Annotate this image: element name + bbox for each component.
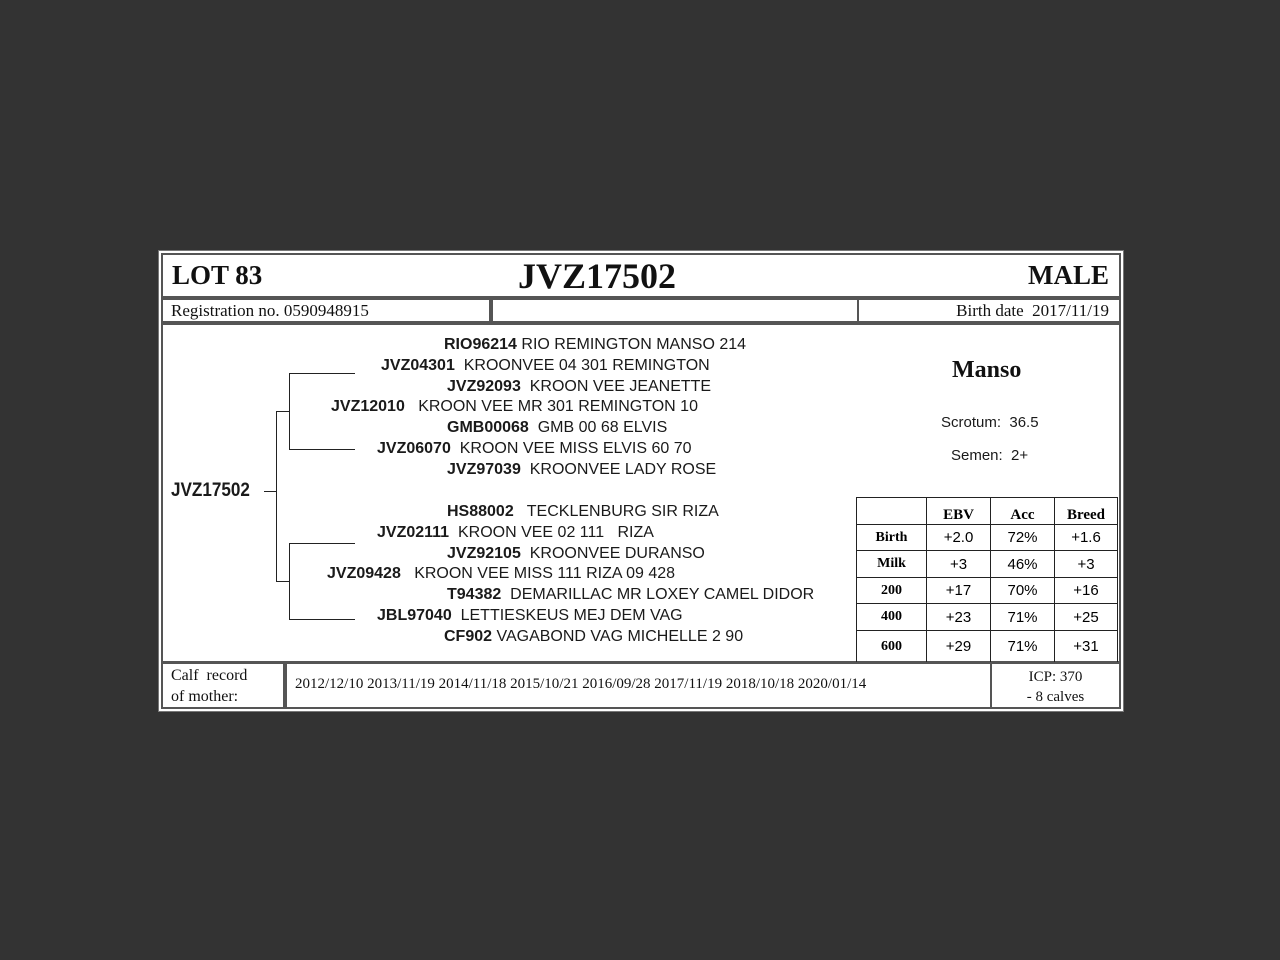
animal-id-title: JVZ17502 xyxy=(518,256,677,296)
calf-record-label xyxy=(171,665,247,707)
calf-record-label-line1: Calf record xyxy=(171,667,248,684)
ebv-column-header: EBV xyxy=(927,498,991,525)
calves-count: - 8 calves xyxy=(1026,689,1085,705)
semen-info xyxy=(951,447,1028,464)
calf-record-label-line2: of mother: xyxy=(171,688,239,705)
ebv-corner xyxy=(857,498,927,525)
ebv-row xyxy=(857,551,1118,578)
icp-value: ICP: 370 xyxy=(1028,669,1083,685)
ebv-value: +23 xyxy=(927,604,991,631)
ebv-row-label: 200 xyxy=(857,578,927,604)
semen-label: Semen: xyxy=(951,447,1003,464)
pedigree-entry: JVZ06070 KROON VEE MISS ELVIS 60 70 xyxy=(377,440,692,457)
ebv-column-header: Acc xyxy=(991,498,1055,525)
pedigree-entry: GMB00068 GMB 00 68 ELVIS xyxy=(447,419,668,436)
pedigree-entry: JVZ02111 KROON VEE 02 111 RIZA xyxy=(377,524,654,541)
calf-record-dates: 2012/12/10 2013/11/19 2014/11/18 2015/10/21 2016/09/28 2017/11/19 2018/10/18 2020/01/14 xyxy=(295,676,867,692)
pedigree-entry: T94382 DEMARILLAC MR LOXEY CAMEL DIDOR xyxy=(447,586,815,603)
tree-line xyxy=(264,491,276,492)
acc-value: 46% xyxy=(991,551,1055,578)
birth-date-value: 2017/11/19 xyxy=(1032,301,1109,320)
pedigree-entry: JBL97040 LETTIESKEUS MEJ DEM VAG xyxy=(377,607,683,624)
ebv-header-row xyxy=(857,498,1118,525)
ebv-value: +29 xyxy=(927,631,991,663)
ebv-value: +3 xyxy=(927,551,991,578)
icp-info xyxy=(992,667,1119,707)
ebv-value: +2.0 xyxy=(927,525,991,551)
lot-card xyxy=(158,250,1124,712)
ebv-row-label: Milk xyxy=(857,551,927,578)
pedigree-subject: JVZ17502 xyxy=(171,480,250,501)
birth-date-label: Birth date xyxy=(956,301,1024,320)
breed-value: +3 xyxy=(1055,551,1118,578)
ebv-row xyxy=(857,525,1118,551)
acc-value: 71% xyxy=(991,604,1055,631)
acc-value: 70% xyxy=(991,578,1055,604)
ebv-column-header: Breed xyxy=(1055,498,1118,525)
pedigree-entry: JVZ12010 KROON VEE MR 301 REMINGTON 10 xyxy=(331,398,698,415)
scrotum-value: 36.5 xyxy=(1009,414,1039,431)
tree-line xyxy=(276,581,289,582)
ebv-row-label: 400 xyxy=(857,604,927,631)
breed-value: +25 xyxy=(1055,604,1118,631)
acc-value: 71% xyxy=(991,631,1055,663)
ebv-value: +17 xyxy=(927,578,991,604)
semen-value: 2+ xyxy=(1011,447,1029,464)
ebv-row xyxy=(857,604,1118,631)
tree-line xyxy=(289,619,355,620)
tree-line xyxy=(289,543,290,619)
pedigree-entry: JVZ09428 KROON VEE MISS 111 RIZA 09 428 xyxy=(327,565,676,582)
scrotum-info xyxy=(941,414,1039,431)
birth-date xyxy=(956,301,1109,321)
tree-line xyxy=(276,411,289,412)
registration-number: Registration no. 0590948915 xyxy=(171,301,369,320)
ebv-row-label: 600 xyxy=(857,631,927,663)
breed-value: +1.6 xyxy=(1055,525,1118,551)
pedigree-entry: JVZ92093 KROON VEE JEANETTE xyxy=(447,378,712,395)
tree-line xyxy=(289,543,355,544)
breed-value: +16 xyxy=(1055,578,1118,604)
ebv-row-label: Birth xyxy=(857,525,927,551)
pedigree-entry: JVZ04301 KROONVEE 04 301 REMINGTON xyxy=(381,357,710,374)
animal-name: Manso xyxy=(952,357,1022,383)
tree-line xyxy=(276,411,277,581)
scrotum-label: Scrotum: xyxy=(941,414,1002,431)
tree-line xyxy=(289,373,290,449)
pedigree-entry: CF902 VAGABOND VAG MICHELLE 2 90 xyxy=(444,628,744,645)
breed-value: +31 xyxy=(1055,631,1118,663)
acc-value: 72% xyxy=(991,525,1055,551)
lot-number: LOT 83 xyxy=(172,260,263,290)
pedigree-entry: JVZ92105 KROONVEE DURANSO xyxy=(447,545,705,562)
tree-line xyxy=(289,449,355,450)
ebv-table xyxy=(856,497,1118,663)
pedigree-entry: RIO96214 RIO REMINGTON MANSO 214 xyxy=(444,336,747,353)
pedigree-entry: HS88002 TECKLENBURG SIR RIZA xyxy=(447,503,719,520)
sex-label: MALE xyxy=(1028,260,1109,290)
ebv-row xyxy=(857,631,1118,663)
empty-cell xyxy=(491,298,859,323)
pedigree-entry: JVZ97039 KROONVEE LADY ROSE xyxy=(447,461,717,478)
ebv-row xyxy=(857,578,1118,604)
tree-line xyxy=(289,373,355,374)
